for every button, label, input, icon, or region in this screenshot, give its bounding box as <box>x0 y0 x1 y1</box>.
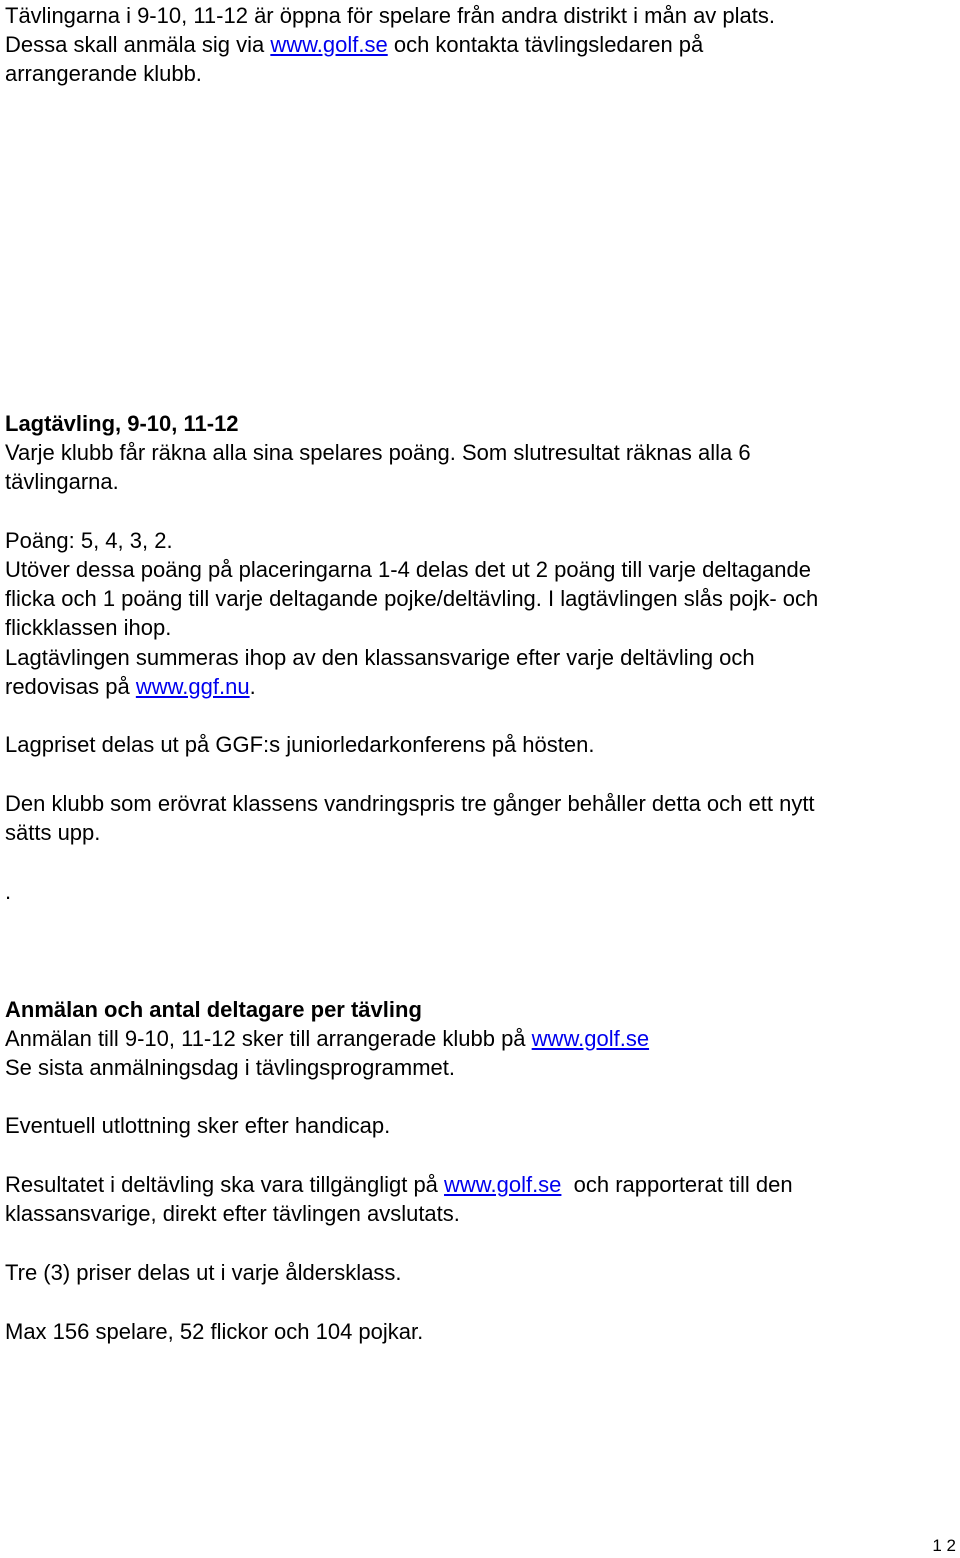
lagtavling-points <box>5 526 173 555</box>
paragraph-text: Varje klubb får räkna alla sina spelares poäng. Som slutresultat räknas alla 6 <box>5 440 751 465</box>
paragraph-text: Utöver dessa poäng på placeringarna 1-4 delas det ut 2 poäng till varje deltagande <box>5 557 811 582</box>
lagtavling-p5-line-1 <box>5 789 815 818</box>
paragraph-text: Lagtävlingen summeras ihop av den klassansvarige efter varje deltävling och <box>5 645 755 670</box>
lagtavling-heading <box>5 409 239 438</box>
intro-text: Dessa skall anmäla sig via <box>5 32 271 57</box>
anmalan-p5 <box>5 1317 423 1346</box>
paragraph-text: Tre (3) priser delas ut i varje åldersklass. <box>5 1260 402 1285</box>
paragraph-text: Anmälan till 9-10, 11-12 sker till arrangerade klubb på <box>5 1026 532 1051</box>
lagtavling-p4 <box>5 730 594 759</box>
paragraph-text: Se sista anmälningsdag i tävlingsprogrammet. <box>5 1055 456 1080</box>
golf-se-link[interactable]: www.golf.se <box>444 1172 562 1197</box>
paragraph-text: redovisas på <box>5 674 136 699</box>
paragraph-text: Resultatet i deltävling ska vara tillgängligt på <box>5 1172 445 1197</box>
anmalan-p3-line-2 <box>5 1199 460 1228</box>
page-number: 1 2 <box>932 1536 956 1555</box>
golf-se-link[interactable]: www.golf.se <box>531 1026 650 1051</box>
lagtavling-p1-line-2 <box>5 467 119 496</box>
section-heading: Lagtävling, 9-10, 11-12 <box>5 411 239 436</box>
anmalan-line-2 <box>5 1053 455 1082</box>
intro-text: och kontakta tävlingsledaren på <box>387 32 704 57</box>
anmalan-heading <box>5 995 422 1024</box>
lagtavling-p2-line-1 <box>5 555 811 584</box>
paragraph-text: . <box>249 674 256 699</box>
paragraph-text: Den klubb som erövrat klassens vandringspris tre gånger behåller detta och ett nytt <box>5 791 815 816</box>
paragraph-text: klassansvarige, direkt efter tävlingen avslutats. <box>5 1201 460 1226</box>
points-text: Poäng: 5, 4, 3, 2. <box>5 528 173 553</box>
lagtavling-p1-line-1 <box>5 438 751 467</box>
lagtavling-p3-line-2 <box>5 672 256 701</box>
section-heading: Anmälan och antal deltagare per tävling <box>5 997 422 1022</box>
ggf-nu-link[interactable]: www.ggf.nu <box>135 674 250 699</box>
intro-text: arrangerande klubb. <box>5 61 202 86</box>
paragraph-text: och rapporterat till den <box>561 1172 793 1197</box>
anmalan-line-1 <box>5 1024 649 1053</box>
paragraph-text: sätts upp. <box>5 820 101 845</box>
intro-line-1 <box>5 1 775 30</box>
anmalan-p4 <box>5 1258 402 1287</box>
paragraph-text: Eventuell utlottning sker efter handicap. <box>5 1113 391 1138</box>
paragraph-text: . <box>5 879 12 904</box>
paragraph-text: Lagpriset delas ut på GGF:s juniorledarkonferens på hösten. <box>5 732 595 757</box>
anmalan-p3-line-1 <box>5 1170 793 1199</box>
anmalan-p2 <box>5 1111 390 1140</box>
paragraph-text: tävlingarna. <box>5 469 119 494</box>
lagtavling-dot <box>5 877 11 906</box>
paragraph-text: flickklassen ihop. <box>5 615 172 640</box>
intro-text: Tävlingarna i 9-10, 11-12 är öppna för spelare från andra distrikt i mån av plats. <box>5 3 775 28</box>
lagtavling-p2-line-2 <box>5 584 818 613</box>
lagtavling-p3-line-1 <box>5 643 755 672</box>
paragraph-text: Max 156 spelare, 52 flickor och 104 pojkar. <box>5 1319 424 1344</box>
paragraph-text: flicka och 1 poäng till varje deltagande pojke/deltävling. I lagtävlingen slås pojk- och <box>5 586 819 611</box>
lagtavling-p5-line-2 <box>5 818 100 847</box>
golf-se-link[interactable]: www.golf.se <box>270 32 388 57</box>
intro-line-2 <box>5 30 703 59</box>
intro-line-3 <box>5 59 202 88</box>
lagtavling-p2-line-3 <box>5 613 171 642</box>
